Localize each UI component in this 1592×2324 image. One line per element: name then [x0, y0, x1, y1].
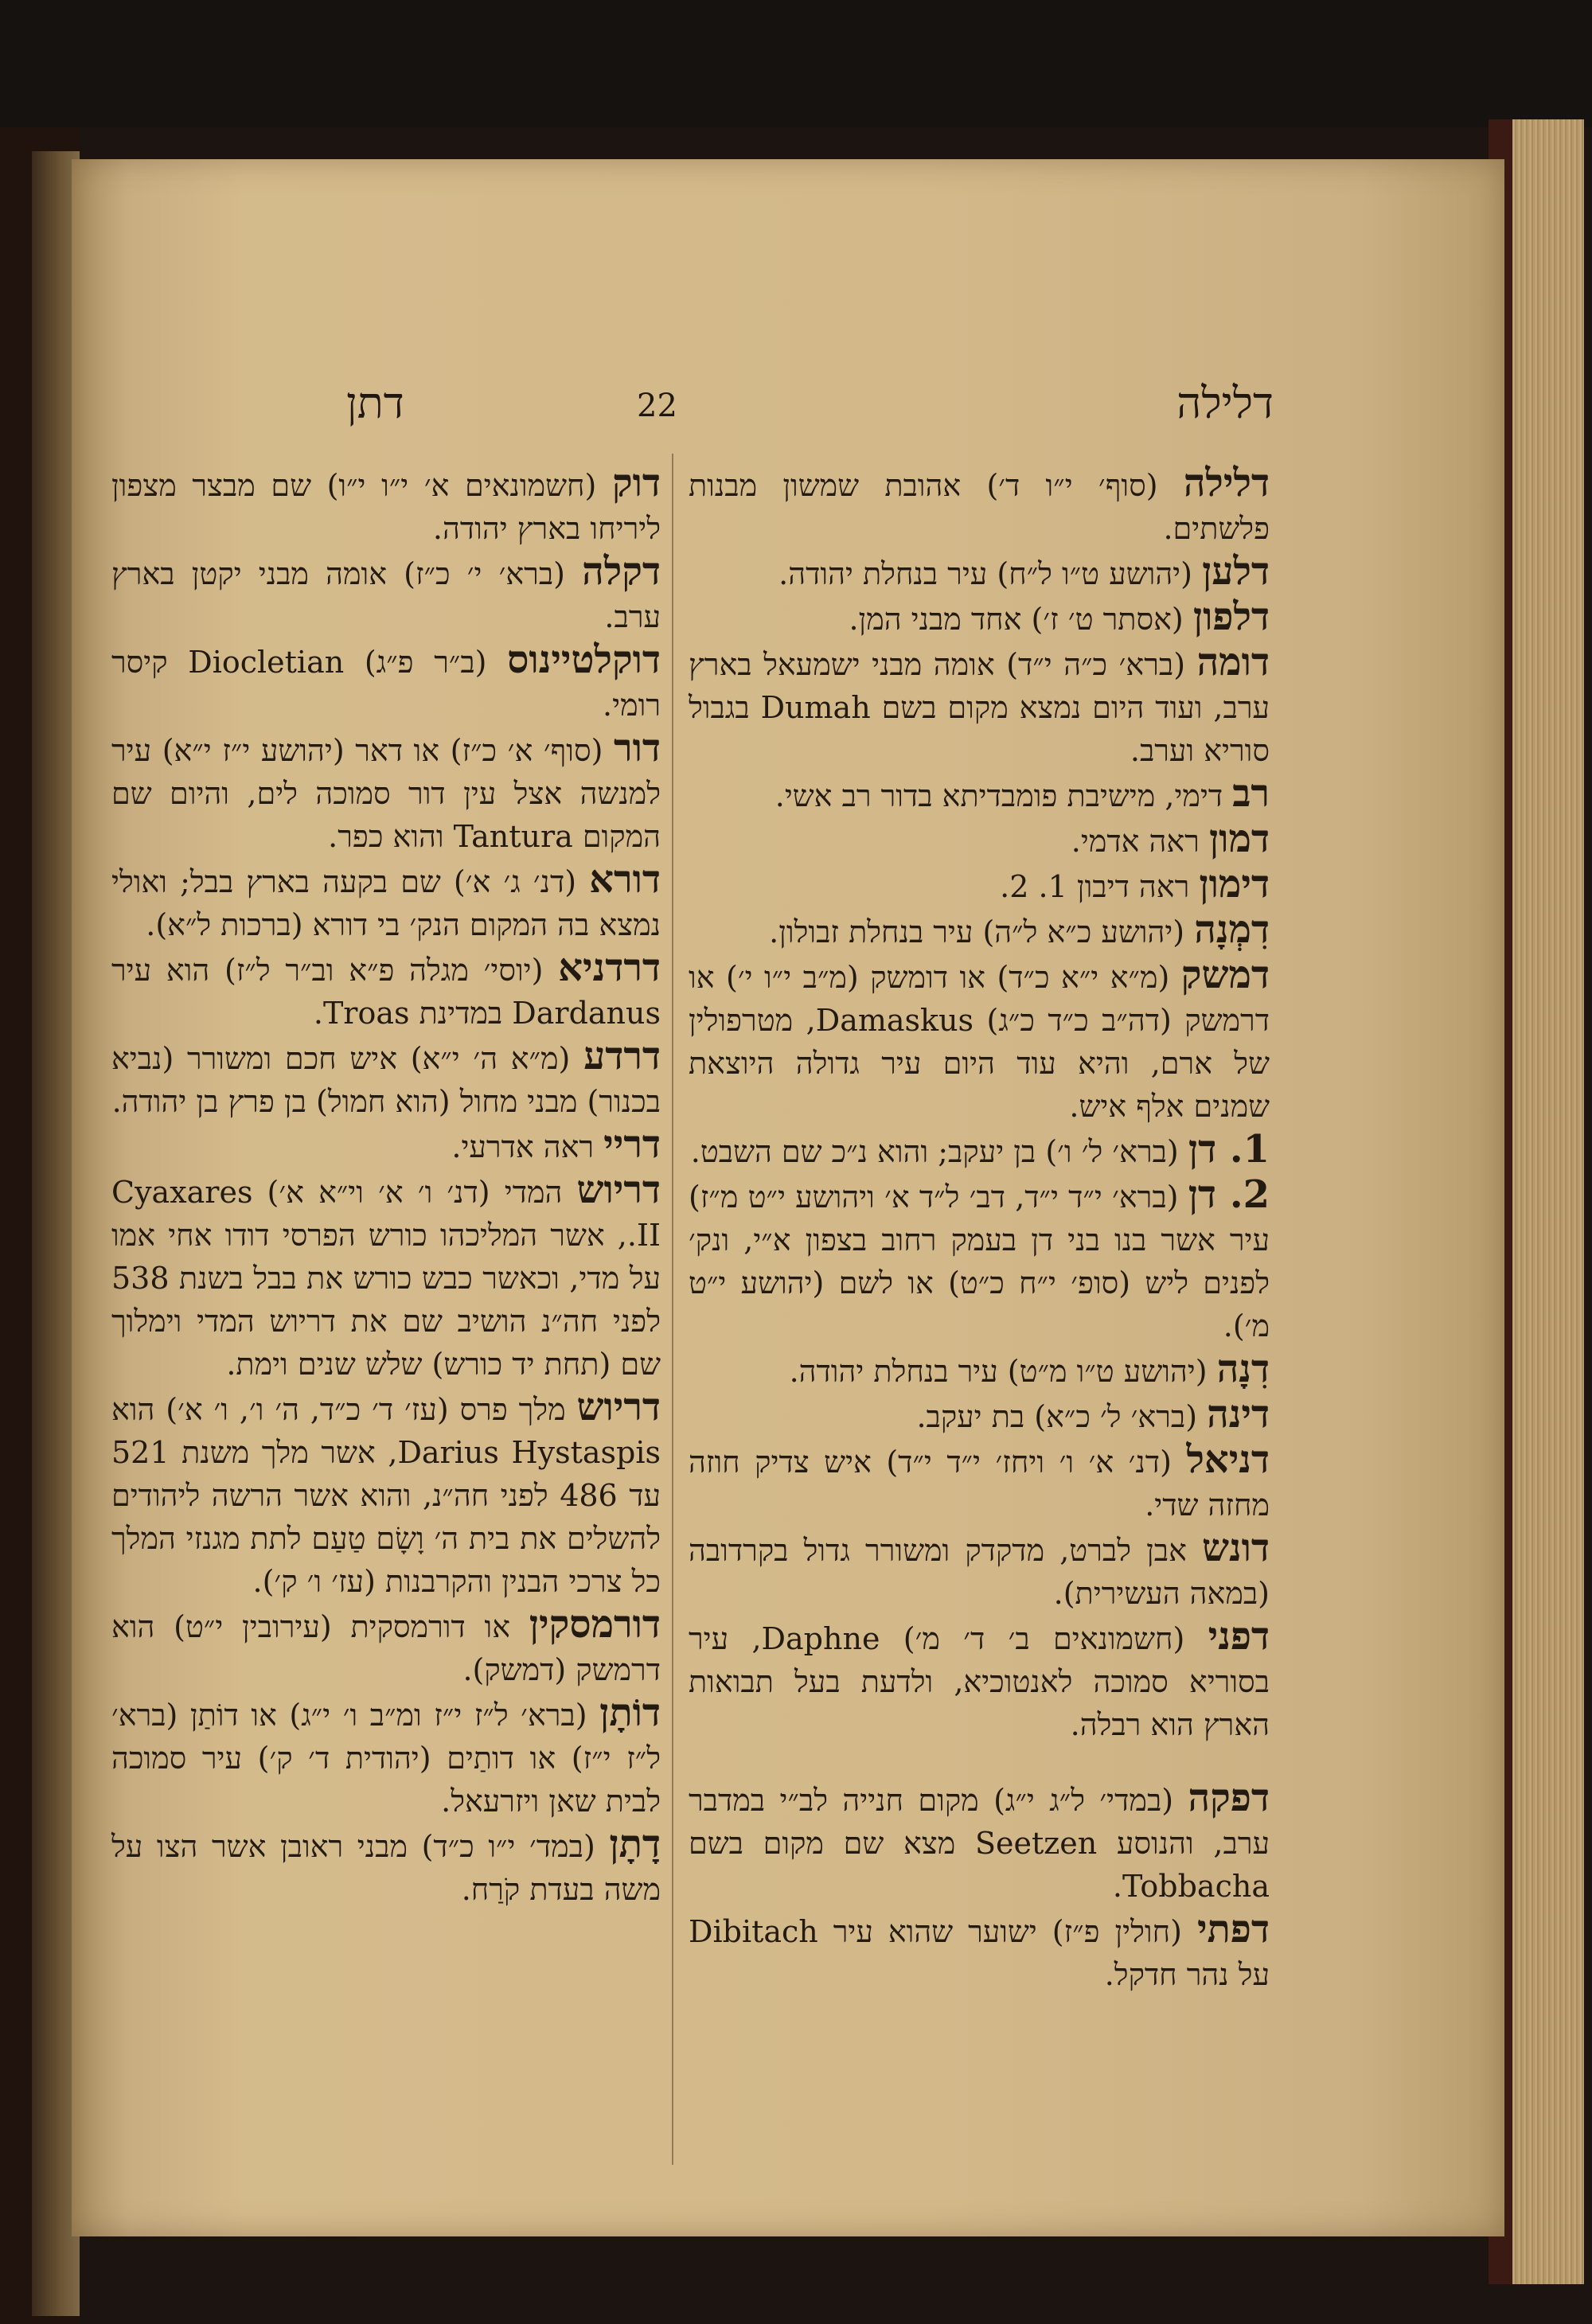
entry-text: אבן לברט, מדקדק ומשורר גדול בקרדובה (במאה העשירית).: [689, 1533, 1270, 1611]
entry-text: (ברא׳ כ״ה י״ד) אומה מבני ישמעאל בארץ ערב, ועוד היום נמצא מקום בשם Dumah בגבול סוריא וערב.: [689, 647, 1270, 768]
dictionary-entry: [111, 462, 661, 550]
entry-text: מלך פרס (עז׳ ד׳ כ״ד, ה׳ ו׳, ו׳ א׳) הוא Darius Hystaspis, אשר מלך משנת 521 עד 486 לפני חה״נ, והוא אשר הרשה ליהודים להשלים את בית ה׳ וָשָׂם טַעַם לתת מגנזי המלך כל צרכי הבנין והקרבנות (עז׳ ו׳ ק׳).: [111, 1392, 661, 1599]
entry-text: (מ״א ה׳ י״א) איש חכם ומשורר (נביא בכנור) מבני מחול (הוא חמול) בן פרץ בן יהודה.: [111, 1041, 661, 1119]
column-divider: [672, 454, 673, 2165]
entry-headword: דקלה: [582, 549, 661, 594]
entry-headword: דומה: [1196, 640, 1270, 684]
entry-headword: דימון: [1199, 862, 1270, 907]
entry-text: (יהושע ט״ו מ״ט) עיר בנחלת יהודה.: [789, 1354, 1208, 1389]
entry-text: (במד׳ י״ו כ״ד) מבני ראובן אשר הצו על משה בעדת קֹרַח.: [111, 1829, 661, 1907]
entry-headword: דריי: [603, 1122, 661, 1167]
dictionary-entry: [689, 772, 1270, 817]
entry-headword: רב: [1232, 771, 1270, 816]
dictionary-entry: [689, 1776, 1270, 1908]
scan-top-background: [0, 0, 1592, 127]
header-left-word: דתן: [346, 378, 404, 428]
dictionary-entry: [111, 1603, 661, 1691]
dictionary-entry: [689, 1527, 1270, 1615]
entry-headword: דורא: [589, 857, 661, 902]
entry-headword: דוקלטיינוס: [507, 638, 661, 682]
dictionary-entry: [689, 908, 1270, 953]
entry-text: (דנ׳ א׳ ו׳ ויחז׳ י״ד י״ד) איש צדיק חוזה מחזה שדי.: [689, 1445, 1270, 1523]
dictionary-entry: [689, 953, 1270, 1128]
entry-headword: דמשק: [1180, 953, 1270, 997]
entry-headword: דִמְנָה: [1194, 907, 1270, 952]
entry-headword: דלען: [1202, 549, 1270, 594]
dictionary-entry: [689, 817, 1270, 863]
dictionary-entry: [689, 550, 1270, 595]
entry-headword: דריוש: [576, 1385, 661, 1429]
entry-text: (ברא׳ ל״ז י״ז ומ״ב ו׳ י״ג) או דוֹתַן (ברא׳ ל״ז י״ז) או דותַים (יהודית ד׳ ק׳) עיר סמוכה לבית שאן ויזרעאל.: [111, 1698, 661, 1819]
entry-gap: [689, 1746, 1270, 1776]
entry-text: (ברא׳ ל׳ כ״א) בת יעקב.: [916, 1399, 1198, 1434]
entry-text: ראה אדמי.: [1071, 824, 1200, 859]
entry-headword: דרדניא: [558, 946, 661, 990]
entry-text: (ברא׳ י׳ כ״ז) אומה מבני יקטן בארץ ערב.: [111, 556, 661, 634]
entry-headword: דמון: [1208, 817, 1270, 861]
entry-headword: דלילה: [1183, 461, 1270, 505]
dictionary-entry: [689, 595, 1270, 641]
entry-text: (דנ׳ ג׳ א׳) שם בקעה בארץ בבל; ואולי נמצא בה המקום הנק׳ בי דורא (ברכות ל״א).: [111, 864, 661, 942]
entry-text: (יהושע כ״א ל״ה) עיר בנחלת זבולון.: [769, 914, 1185, 949]
entry-text: המדי (דנ׳ ו׳ א׳ וי״א א׳) Cyaxares II., אשר המליכהו כורש הפרסי דודו אחי אמו על מדי, וכאשר כבש כורש את בבל בשנת 538 לפני חה״נ הושיב שם את דריוש המדי וימלוך שם (תחת יד כורש) שלש שנים וימת.: [111, 1175, 661, 1382]
dictionary-entry: [111, 1823, 661, 1911]
right-column: [689, 462, 1270, 1996]
entry-headword: דִנָה: [1216, 1347, 1270, 1391]
dictionary-entry: [689, 1128, 1270, 1173]
entry-text: (חשמונאים ב׳ ד׳ מ׳) Daphne, עיר בסוריא סמוכה לאנטוכיא, ולדעת בעל תבואות הארץ הוא רבלה.: [689, 1621, 1270, 1742]
dictionary-entry: [689, 641, 1270, 772]
running-header: [72, 378, 1504, 434]
book-fore-edge: [1500, 119, 1584, 2284]
page-number: 22: [637, 388, 677, 424]
entry-text: (במדי׳ ל״ג י״ג) מקום חנייה לב״י במדבר ערב, והנוסע Seetzen מצא שם מקום בשם Tobbacha.: [689, 1783, 1270, 1904]
entry-headword: דריוש: [576, 1168, 661, 1212]
entry-text: (ברא׳ י״ד י״ד, דב׳ ל״ד א׳ ויהושע י״ט מ״ז) עיר אשר בנו בני דן בעמק רחוב בצפון א״י, ונק׳ לפנים ליש (סופ׳ י״ח כ״ט) או לשם (יהושע י״ט מ׳).: [689, 1180, 1270, 1343]
dictionary-entry: [689, 1615, 1270, 1746]
entry-text: (יוסי׳ מגלה פ״א וב״ר ל״ז) הוא עיר Dardanus במדינת Troas.: [111, 953, 661, 1031]
entry-text: ראה אדרעי.: [451, 1129, 595, 1164]
entry-text: דימי, מישיבת פומבדיתא בדור רב אשי.: [775, 778, 1223, 813]
entry-headword: דפתי: [1196, 1907, 1270, 1952]
entry-text: (ב״ר פ״ג) Diocletian קיסר רומי.: [111, 645, 661, 723]
entry-text: (ברא׳ ל׳ ו׳) בן יעקב; והוא נ״כ שם השבט.: [690, 1134, 1179, 1169]
dictionary-entry: [689, 863, 1270, 908]
book-page: [72, 159, 1504, 2236]
entry-headword: דוֹתָן: [599, 1690, 661, 1735]
entry-headword: דפני: [1208, 1614, 1270, 1659]
dictionary-entry: [111, 550, 661, 638]
dictionary-entry: [111, 1123, 661, 1168]
dictionary-entry: [111, 1035, 661, 1123]
entry-headword: דָתָן: [609, 1822, 661, 1866]
entry-text: (סוף׳ י״ו ד׳) אהובת שמשון מבנות פלשתים.: [689, 468, 1270, 546]
entry-headword: דינה: [1207, 1392, 1270, 1437]
dictionary-entry: [689, 1393, 1270, 1438]
dictionary-entry: [689, 1908, 1270, 1996]
entry-headword: דרדע: [583, 1034, 661, 1078]
entry-text: (מ״א י״א כ״ד) או דומשק (מ״ב י״ו י׳) או דרמשק (דה״ב כ״ד כ״ג) Damaskus, מטרפולין של ארם, והיא עוד היום עיר גדולה היוצאת שמנים אלף איש.: [689, 960, 1270, 1124]
dictionary-entry: [111, 638, 661, 727]
entry-text: (חולין פ״ז) ישוער שהוא עיר Dibitach על נהר חדקל.: [689, 1914, 1270, 1992]
dictionary-entry: [111, 1691, 661, 1823]
entry-text: (סוף׳ א׳ כ״ז) או דאר (יהושע י״ז י״א) עיר למנשה אצל עין דור סמוכה לים, והיום שם המקום Tantura והוא כפר.: [111, 733, 661, 854]
dictionary-entry: [689, 462, 1270, 550]
dictionary-entry: [689, 1347, 1270, 1393]
dictionary-entry: [111, 1386, 661, 1603]
entry-text: (יהושע ט״ו ל״ח) עיר בנחלת יהודה.: [778, 556, 1192, 591]
entry-headword: דור: [614, 726, 661, 770]
dictionary-entry: [689, 1173, 1270, 1347]
entry-headword: דלפון: [1192, 595, 1270, 639]
dictionary-entry: [689, 1438, 1270, 1527]
entry-text: (חשמונאים א׳ י״ו י״ו) שם מבצר מצפון ליריחו בארץ יהודה.: [111, 468, 661, 546]
entry-headword: דורמסקין: [529, 1602, 661, 1647]
entry-text: (אסתר ט׳ ז׳) אחד מבני המן.: [849, 602, 1184, 637]
dictionary-entry: [111, 858, 661, 946]
entry-text: או דורמסקית (עירובין י״ט) הוא דרמשק (דמשק).: [111, 1609, 661, 1687]
dictionary-entry: [111, 946, 661, 1035]
header-right-word: דלילה: [1176, 378, 1274, 428]
entry-headword: דפקה: [1188, 1776, 1270, 1820]
entry-headword: דניאל: [1186, 1437, 1270, 1482]
dictionary-entry: [111, 1168, 661, 1386]
entry-headword: דוק: [611, 461, 661, 505]
entry-headword: 1. דן: [1188, 1127, 1270, 1172]
entry-headword: 2. דן: [1188, 1172, 1270, 1217]
entry-text: ראה דיבון 1. 2.: [1000, 869, 1190, 904]
entry-headword: דונש: [1202, 1526, 1270, 1570]
left-column: [111, 462, 661, 1911]
dictionary-entry: [111, 727, 661, 858]
